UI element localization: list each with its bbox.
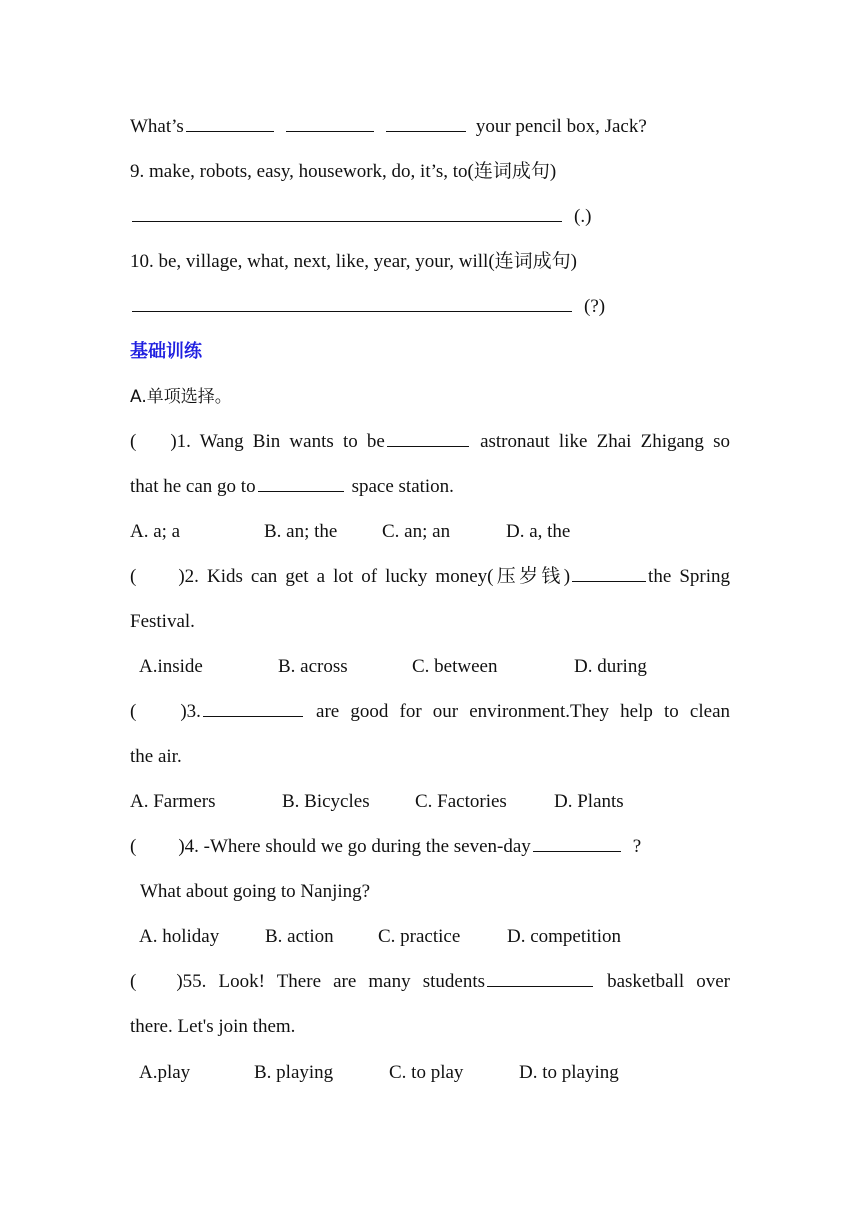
option-a[interactable]: A. holiday (139, 926, 220, 947)
question-2-blank[interactable] (572, 563, 646, 582)
q9-prompt: 9. make, robots, easy, housework, do, it’s, to(连词成句) (130, 161, 557, 182)
question-5-options (130, 1058, 730, 1088)
question-4-line-2: What about going to Nanjing? (140, 881, 371, 902)
question-4-options (130, 922, 730, 952)
question-3-line-1: ( )3. are good for our environment.They help to clean (130, 697, 730, 727)
part-a-title: A.单项选择。 (130, 387, 232, 407)
q10-answer-line (130, 292, 730, 322)
question-2-options (130, 652, 730, 682)
question-1-blank[interactable] (387, 428, 469, 447)
q8-tail: your pencil box, Jack? (475, 116, 647, 137)
option-a[interactable]: A. Farmers (130, 791, 216, 812)
q10-answer-blank[interactable] (132, 293, 572, 312)
q9-end-mark: (.) (574, 206, 592, 227)
option-c[interactable]: C. an; an (382, 521, 451, 542)
question-1-blank-2[interactable] (258, 473, 344, 492)
option-b[interactable]: B. action (265, 926, 334, 947)
option-a[interactable]: A. a; a (130, 521, 181, 542)
question-5-line-1: ( )55. Look! There are many students basketball over (130, 967, 730, 997)
option-b[interactable]: B. Bicycles (282, 791, 370, 812)
question-3-options (130, 787, 730, 817)
question-1-options (130, 517, 730, 547)
q8-line (130, 112, 730, 142)
section-title: 基础训练 (130, 341, 202, 362)
option-a[interactable]: A.inside (139, 656, 203, 677)
q9-answer-blank[interactable] (132, 203, 562, 222)
question-1-line-2: that he can go to space station. (130, 472, 730, 502)
option-c[interactable]: C. between (412, 656, 498, 677)
question-2-line-2: Festival. (130, 611, 195, 632)
option-a[interactable]: A.play (139, 1062, 191, 1083)
option-d[interactable]: D. during (574, 656, 647, 677)
q10-prompt: 10. be, village, what, next, like, year, your, will(连词成句) (130, 251, 577, 272)
option-b[interactable]: B. playing (254, 1062, 334, 1083)
option-d[interactable]: D. a, the (506, 521, 571, 542)
question-1-line-1: ( )1. Wang Bin wants to be astronaut like Zhai Zhigang so (130, 427, 730, 457)
option-c[interactable]: C. Factories (415, 791, 507, 812)
option-d[interactable]: D. competition (507, 926, 621, 947)
option-c[interactable]: C. practice (378, 926, 461, 947)
question-3-line-2: the air. (130, 746, 182, 767)
q8-blank-3[interactable] (386, 113, 466, 132)
q8-lead: What’s (130, 116, 184, 137)
question-4-blank[interactable] (533, 833, 621, 852)
option-c[interactable]: C. to play (389, 1062, 464, 1083)
question-3-blank[interactable] (203, 698, 303, 717)
q8-blank-2[interactable] (286, 113, 374, 132)
question-2-line-1: ( )2. Kids can get a lot of lucky money(压岁钱) the Spring (130, 562, 730, 592)
question-5-line-2: there. Let's join them. (130, 1016, 296, 1037)
q9-answer-line (130, 202, 730, 232)
option-d[interactable]: D. to playing (519, 1062, 619, 1083)
question-5-blank[interactable] (487, 968, 593, 987)
q10-end-mark: (?) (584, 296, 606, 317)
option-d[interactable]: D. Plants (554, 791, 624, 812)
option-b[interactable]: B. an; the (264, 521, 338, 542)
q8-blank-1[interactable] (186, 113, 274, 132)
option-b[interactable]: B. across (278, 656, 348, 677)
question-4-line-1: ( )4. -Where should we go during the seven-day ? (130, 832, 730, 862)
